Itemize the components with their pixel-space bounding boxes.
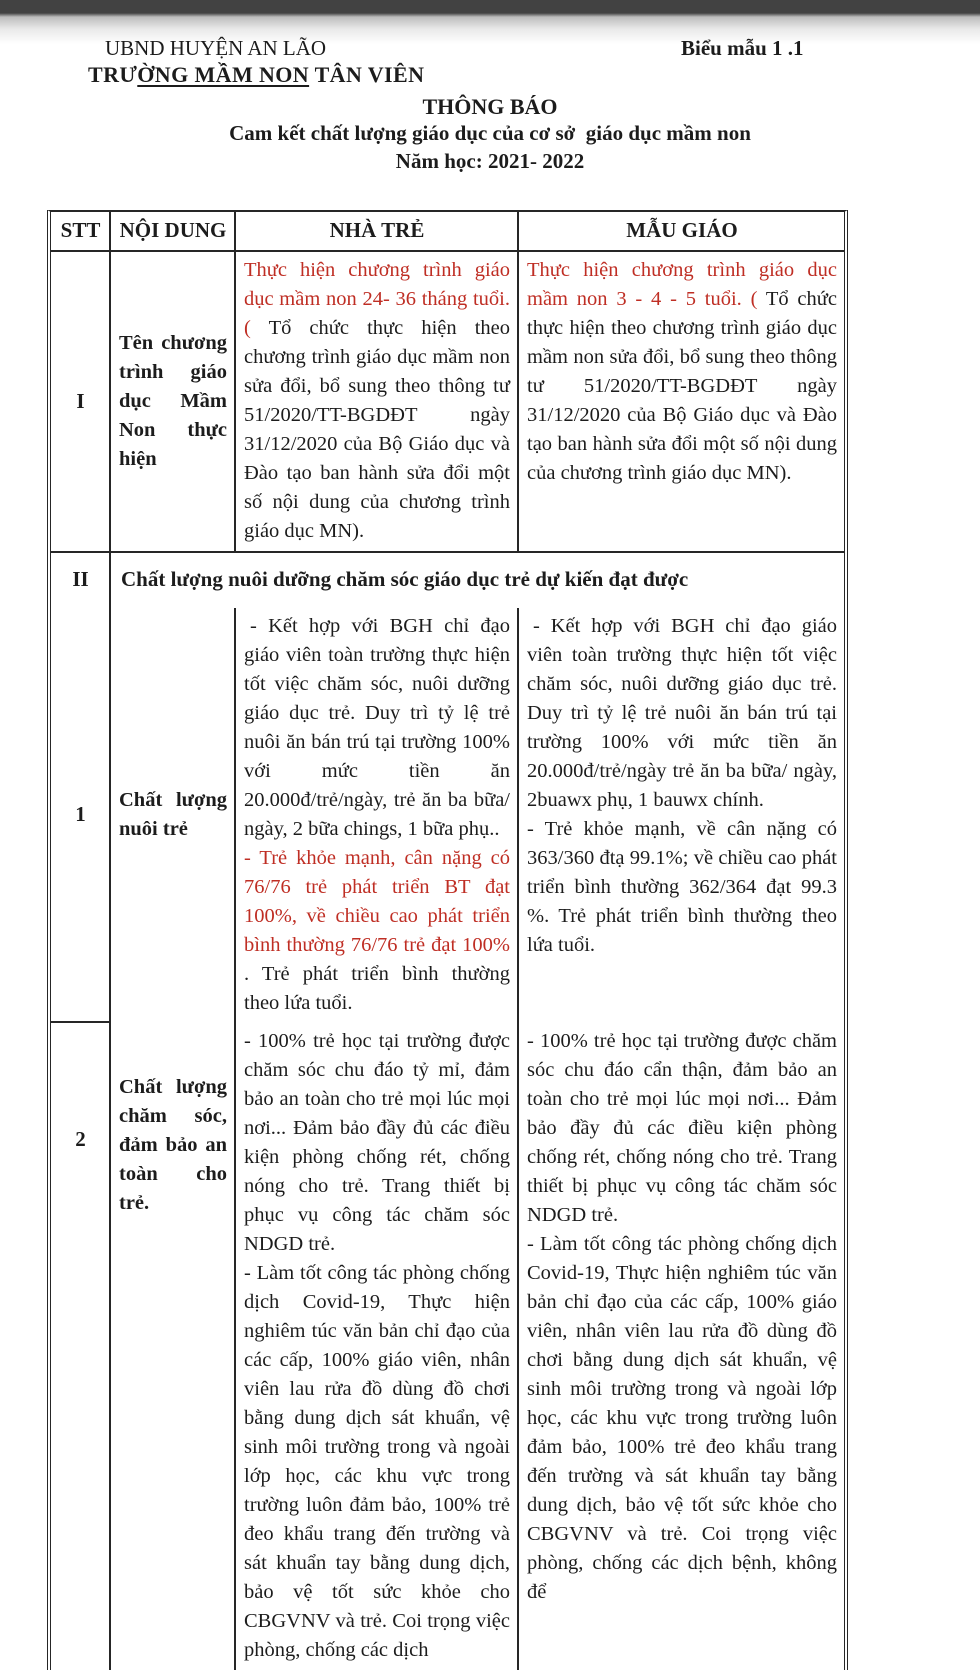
row-1-noidung: Chất lượng nuôi trẻ	[109, 608, 234, 1023]
row-I-nhatre-paragraph	[244, 256, 510, 546]
school-name-underlined: ỜNG MẦM NON	[137, 62, 310, 87]
form-number-label: Biểu mẫu 1 .1	[681, 36, 804, 60]
row-1-maugiao-cell	[517, 608, 844, 1023]
row-1-maugiao-paragraph-1: - Kết hợp với BGH chỉ đạo giáo viên toàn trường thực hiện tốt việc chăm sóc, nuôi dưỡng giáo dục trẻ. Duy trì tỷ lệ trẻ nuôi ăn bán trú tại trường 100% với mức tiền ăn 20.000đ/trẻ/ngày trẻ ăn ba bữa/ ngày, 2buawx phụ, 1 bauwx chính.	[527, 615, 837, 811]
row-I-nhatre-red-text: Thực hiện chương trình giáo dục mầm non 24- 36 tháng tuổi. (	[244, 259, 510, 339]
row-I-stt: I	[51, 252, 109, 553]
row-I-maugiao-red-text: Thực hiện chương trình giáo dục mầm non 3 - 4 - 5 tuổi. (	[527, 259, 837, 310]
row-I-maugiao-cell	[517, 252, 844, 553]
org-name: UBND HUYỆN AN LÃO	[105, 36, 327, 60]
row-1-nhatre-black-text: . Trẻ phát triển bình thường theo lứa tuổi.	[244, 963, 510, 1014]
row-1-stt: 1	[51, 608, 109, 1023]
row-2-nhatre-paragraph-2: - Làm tốt công tác phòng chống dịch Covid-19, Thực hiện nghiêm túc văn bản chỉ đạo của các cấp, 100% giáo viên, nhân viên lau rửa đồ dùng đồ chơi bằng dung dịch sát khuẩn, vệ sinh môi trường trong và ngoài lớp học, các khu vực trong trường luôn đảm bảo, 100% trẻ đeo khẩu trang đến trường và sát khuẩn tay bằng dung dịch, bảo vệ tốt sức khỏe cho CBGVNV và trẻ. Coi trọng việc phòng, chống các dịch	[244, 1262, 510, 1661]
row-2-maugiao-paragraph-1: - 100% trẻ học tại trường được chăm sóc chu đáo cẩn thận, đảm bảo an toàn cho trẻ mọi lúc mọi nơi... Đảm bảo đầy đủ các điều kiện phòng chống rét, chống nóng cho trẻ. Trang thiết bị phục vụ công tác chăm sóc NDGD trẻ.	[527, 1030, 837, 1226]
col-header-stt: STT	[51, 212, 109, 252]
school-name	[88, 62, 424, 88]
row-I-maugiao-black-text: Tổ chức thực hiện theo chương trình giáo dục mầm non sửa đổi, bổ sung theo thông tư 51/2020/TT-BGDĐT ngày 31/12/2020 của Bộ Giáo dục và Đào tạo ban hành sửa đổi một số nội dung của chương trình giáo dục MN).	[527, 288, 837, 484]
col-header-nhatre: NHÀ TRẺ	[234, 212, 517, 252]
col-header-maugiao: MẪU GIÁO	[517, 212, 844, 252]
row-2-maugiao-paragraph-2: - Làm tốt công tác phòng chống dịch Covid-19, Thực hiện nghiêm túc văn bản chỉ đạo của các cấp, 100% giáo viên, nhân viên lau rửa đồ dùng đồ chơi bằng dung dịch sát khuẩn, vệ sinh môi trường trong và ngoài lớp học, các khu vực trong trường luôn đảm bảo, 100% trẻ đeo khẩu trang đến trường và sát khuẩn tay bằng dung dịch, bảo vệ tốt sức khỏe cho CBGVNV và trẻ. Coi trọng việc phòng, chống các dịch bệnh, không để	[527, 1233, 837, 1603]
row-2-stt: 2	[75, 1127, 86, 1151]
row-1-nhatre-paragraph-2	[244, 844, 510, 1018]
row-I-maugiao-paragraph	[527, 256, 837, 488]
row-2-noidung: Chất lượng chăm sóc, đảm bảo an toàn cho trẻ.	[109, 1023, 234, 1670]
school-year: Năm học: 2021- 2022	[395, 149, 585, 173]
col-header-noidung: NỘI DUNG	[109, 212, 234, 252]
doc-subtitle: Cam kết chất lượng giáo dục của cơ sở giáo dục mầm non	[229, 121, 751, 145]
commitment-table	[47, 210, 848, 1670]
row-1-nhatre-paragraph-1: - Kết hợp với BGH chỉ đạo giáo viên toàn trường thực hiện tốt việc chăm sóc, nuôi dưỡng giáo dục trẻ. Duy trì tỷ lệ trẻ nuôi ăn bán trú tại trường 100% với mức tiền ăn 20.000đ/trẻ/ngày, trẻ ăn ba bữa/ ngày, 2 bữa chings, 1 bữa phụ..	[244, 615, 510, 840]
row-1-maugiao-paragraph-2: - Trẻ khỏe mạnh, về cân nặng có 363/360 đtạ 99.1%; về chiều cao phát triển bình thường 362/364 đạt 99.3 %. Trẻ phát triển bình thường theo lứa tuổi.	[527, 818, 837, 956]
row-II-section-title: Chất lượng nuôi dưỡng chăm sóc giáo dục trẻ dự kiến đạt được	[109, 553, 844, 608]
row-I-nhatre-cell	[234, 252, 517, 553]
school-name-suffix: TÂN VIÊN	[309, 62, 425, 87]
row-1-nhatre-cell	[234, 608, 517, 1023]
row-2-nhatre-cell	[234, 1023, 517, 1670]
row-2-maugiao-cell	[517, 1023, 844, 1670]
doc-title: THÔNG BÁO	[422, 94, 558, 119]
row-II-stt: II	[72, 567, 89, 591]
school-name-prefix: TRƯ	[88, 62, 138, 87]
row-2-nhatre-paragraph-1: - 100% trẻ học tại trường được chăm sóc chu đáo tỷ mỉ, đảm bảo an toàn cho trẻ mọi lúc mọi nơi... Đảm bảo đầy đủ các điều kiện phòng chống rét, chống nóng cho trẻ. Trang thiết bị phục vụ công tác chăm sóc NDGD trẻ.	[244, 1030, 510, 1255]
row-I-nhatre-black-text: Tổ chức thực hiện theo chương trình giáo dục mầm non sửa đổi, bổ sung theo thông tư 51/2020/TT-BGDĐT ngày 31/12/2020 của Bộ Giáo dục và Đào tạo ban hành sửa đổi một số nội dung của chương trình giáo dục MN).	[244, 317, 510, 542]
row-1-nhatre-red-text: - Trẻ khỏe mạnh, cân nặng có 76/76 trẻ phát triển BT đạt 100%, về chiều cao phát triển bình thường 76/76 trẻ đạt 100%	[244, 847, 510, 956]
row-I-noidung: Tên chương trình giáo dục Mầm Non thực hiện	[109, 252, 234, 553]
